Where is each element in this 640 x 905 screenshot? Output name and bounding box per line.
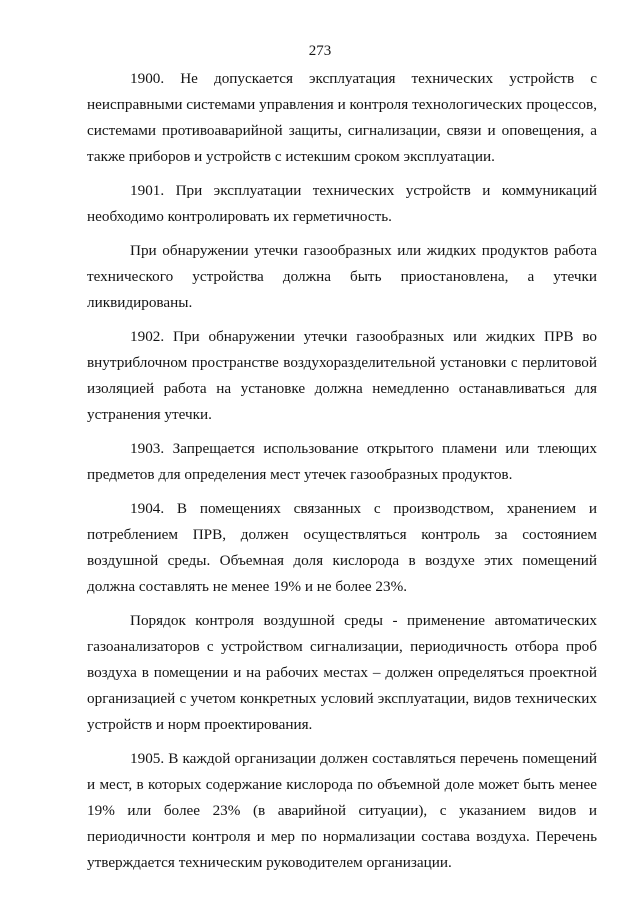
paragraph-1900: 1900. Не допускается эксплуатация технических устройств с неисправными системами управления и контроля технологических процессов, системами противоаварийной защиты, сигнализации, связи и оповещения, а также приборов и устройств с истекшим сроком эксплуатации. [87,70,597,165]
paragraph-1903: 1903. Запрещается использование открытого пламени или тлеющих предметов для определения мест утечек газообразных продуктов. [87,440,597,483]
paragraph-1901: 1901. При эксплуатации технических устройств и коммуникаций необходимо контролировать их герметичность. [87,182,597,225]
paragraph-1904: 1904. В помещениях связанных с производством, хранением и потреблением ПРВ, должен осуществляться контроль за состоянием воздушной среды. Объемная доля кислорода в воздухе этих помещений должна составлять не менее 19% и не более 23%. [87,500,597,595]
paragraph-1904-continued: Порядок контроля воздушной среды - применение автоматических газоанализаторов с устройством сигнализации, периодичность отбора проб воздуха в помещении и на рабочих местах – должен определяться проектной организацией с учетом конкретных условий эксплуатации, видов технических устройств и норм проектирования. [87,612,597,733]
paragraph-1902: 1902. При обнаружении утечки газообразных или жидких ПРВ во внутриблочном пространстве воздухоразделительной установки с перлитовой изоляцией работа на установке должна немедленно останавливаться для устранения утечки. [87,328,597,423]
paragraph-1905: 1905. В каждой организации должен составляться перечень помещений и мест, в которых содержание кислорода по объемной доле может быть менее 19% или более 23% (в аварийной ситуации), с указанием видов и периодичности контроля и мер по нормализации состава воздуха. Перечень утверждается техническим руководителем организации. [87,750,597,871]
paragraph-1901-continued: При обнаружении утечки газообразных или жидких продуктов работа технического устройства должна быть приостановлена, а утечки ликвидированы. [87,242,597,311]
document-body [87,66,597,876]
page-number: 273 [308,43,332,59]
